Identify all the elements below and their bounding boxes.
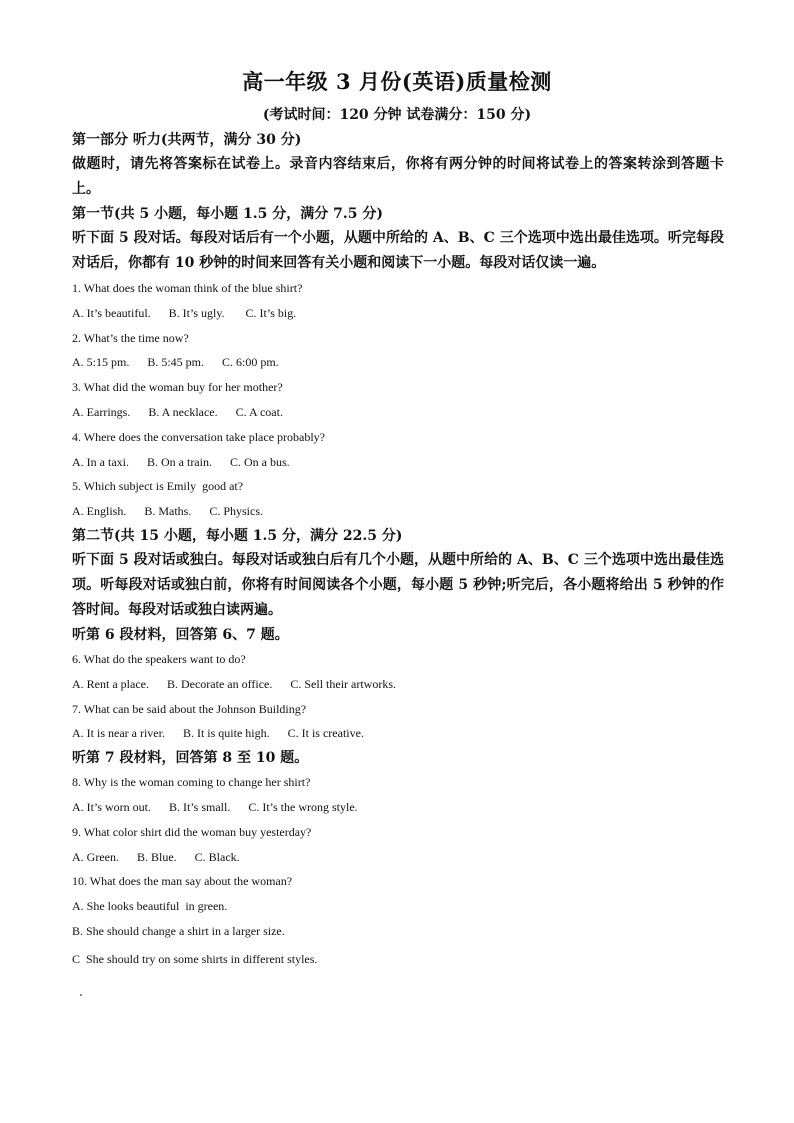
section2-heading: 第二节(共 15 小题，每小题 1.5 分，满分 22.5 分) [72,527,403,544]
page-title: 高一年级 3 月份(英语)质量检测 [242,69,552,94]
question-3: 3. What did the woman buy for her mother? [72,380,283,395]
question-10: 10. What does the man say about the woman? [72,874,293,889]
question-8: 8. Why is the woman coming to change her shirt? [72,775,311,790]
question-5: 5. Which subject is Emily good at? [72,479,244,494]
question-8-options: A. It’s worn out. B. It’s small. C. It’s the wrong style. [72,799,358,814]
question-10-option-c: C She should try on some shirts in different styles. [72,951,318,966]
question-4: 4. Where does the conversation take place probably? [72,429,326,444]
question-2: 2. What’s the time now? [72,330,189,345]
exam-content [72,128,724,972]
question-10-option-a: A. She looks beautiful in green. [72,899,228,914]
section1-heading: 第一节(共 5 小题，每小题 1.5 分，满分 7.5 分) [72,206,383,222]
material-7-heading: 听第 7 段材料，回答第 8 至 10 题。 [72,750,309,767]
question-10-option-b: B. She should change a shirt in a larger size. [72,923,285,938]
question-4-options: A. In a taxi. B. On a train. C. On a bus. [72,454,290,469]
stray-mark [80,994,82,996]
material-6-heading: 听第 6 段材料，回答第 6、7 题。 [72,626,289,643]
question-6: 6. What do the speakers want to do? [72,651,246,666]
section1-instructions: 听下面 5 段对话。每段对话后有一个小题，从题中所给的 A、B、C 三个选项中选出最佳选项。听完每段对话后，你都有 10 秒钟的时间来回答有关小题和阅读下一小题。每段对话仅读一遍。 [72,230,724,271]
part1-heading: 第一部分 听力(共两节，满分 30 分) [72,132,302,148]
question-9: 9. What color shirt did the woman buy yesterday? [72,824,312,839]
question-1-options: A. It’s beautiful. B. It’s ugly. C. It’s big. [72,305,297,320]
question-2-options: A. 5:15 pm. B. 5:45 pm. C. 6:00 pm. [72,355,279,370]
question-6-options: A. Rent a place. B. Decorate an office. C. Sell their artworks. [72,676,397,691]
question-7-options: A. It is near a river. B. It is quite high. C. It is creative. [72,726,364,741]
section2-instructions: 听下面 5 段对话或独白。每段对话或独白后有几个小题，从题中所给的 A、B、C 三个选项中选出最佳选项。听每段对话或独白前，你将有时间阅读各个小题，每小题 5 秒钟;听完后，各小题将给出 5 秒钟的作答时间。每段对话或独白读两遍。 [72,551,724,618]
question-5-options: A. English. B. Maths. C. Physics. [72,504,264,519]
exam-info: (考试时间：120 分钟 试卷满分：150 分) [262,107,532,123]
question-3-options: A. Earrings. B. A necklace. C. A coat. [72,404,283,419]
question-7: 7. What can be said about the Johnson Building? [72,701,307,716]
question-1: 1. What does the woman think of the blue shirt? [72,281,303,295]
part1-instructions: 做题时，请先将答案标在试卷上。录音内容结束后，你将有两分钟的时间将试卷上的答案转涂到答题卡上。 [72,156,724,197]
question-9-options: A. Green. B. Blue. C. Black. [72,849,240,864]
